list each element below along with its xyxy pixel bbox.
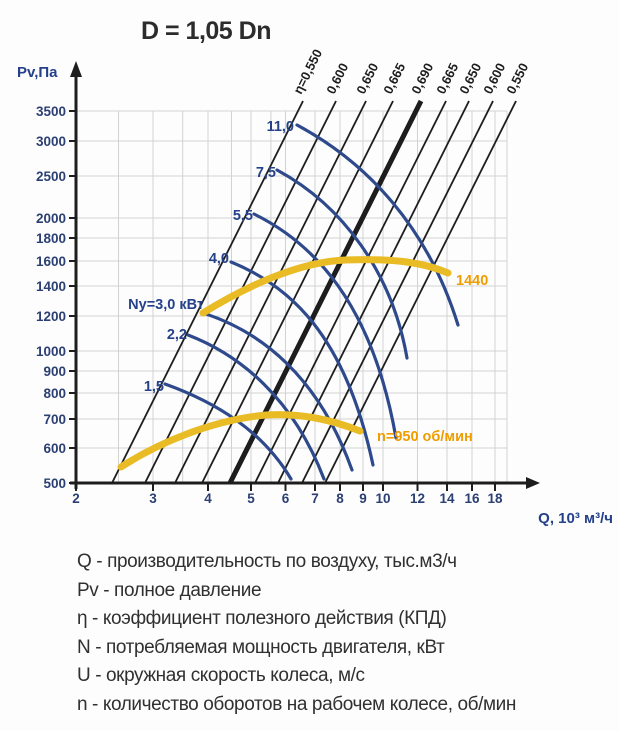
y-tick-label: 600 [43,441,66,456]
power-label-2-2: 2,2 [166,327,187,343]
y-tick-label: 1400 [35,279,66,294]
y-tick-label: 1800 [35,231,66,246]
eta-label: 0,650 [353,60,382,97]
y-tick-label: 500 [43,476,66,491]
x-tick-labels [72,491,503,506]
speed-label-950: n=950 об/мин [377,429,473,445]
y-tick-label: 800 [43,386,66,401]
legend-item-u: U - окружная скорость колеса, м/с [77,665,365,686]
y-tick-labels [36,104,66,491]
legend-block [77,548,597,719]
power-label-7-5: 7,5 [255,165,276,181]
speed-label-1440: 1440 [456,273,489,289]
y-axis-title: Pv,Па [17,64,58,81]
power-curve-11-0kw [297,125,458,325]
x-axis-arrow-icon [526,477,540,489]
legend-item-n-rpm: n - количество оборотов на рабочем колесе, об/мин [77,693,516,715]
y-axis-arrow-icon [70,61,82,77]
power-label-3-0: Ny=3,0 кВт [128,297,204,313]
x-tick-label: 3 [149,491,157,506]
y-tick-label: 1600 [35,254,66,269]
x-tick-label: 2 [72,491,80,506]
chart-title: D = 1,05 Dn [141,17,271,45]
eta-label: 0,600 [323,60,352,97]
power-label-11-0: 11,0 [266,119,294,135]
y-tick-label: 3500 [35,104,66,119]
x-tick-label: 18 [487,491,503,506]
y-tick-label: 900 [43,364,66,379]
efficiency-lines [112,101,516,483]
y-tick-label: 700 [43,412,66,427]
x-tick-label: 12 [409,491,426,506]
power-label-1-5: 1,5 [143,379,164,395]
y-tick-label: 1000 [35,344,66,359]
efficiency-labels [290,47,531,97]
x-tick-label: 6 [281,491,290,506]
legend-item-eta: η - коэффициент полезного действия (КПД) [77,608,447,629]
y-tick-label: 2500 [35,169,66,184]
y-tick-label: 1200 [35,309,66,324]
eta-line-0600-right [302,101,493,483]
x-tick-label: 14 [439,491,455,506]
eta-label: 0,600 [480,60,509,97]
legend-item-pv: Pv - полное давление [77,579,262,601]
x-tick-label: 7 [311,491,319,506]
x-tick-label: 16 [464,491,480,506]
eta-label: 0,665 [380,60,409,97]
eta-label: 0,650 [456,60,485,97]
x-tick-label: 9 [359,491,367,506]
power-curve-5-5kw [254,214,396,438]
y-tick-label: 3000 [35,134,66,149]
x-tick-label: 8 [336,491,344,506]
legend-item-q: Q - производительность по воздуху, тыс.м3/ч [77,551,457,572]
legend-item-n-power: N - потребляемая мощность двигателя, кВт [77,636,445,658]
x-tick-label: 10 [375,491,391,506]
power-label-4-0: 4,0 [208,251,229,267]
power-curve-3-0kw [206,314,352,470]
eta-label: 0,550 [503,60,532,97]
x-axis-title: Q, 10³ м³/ч [538,510,613,527]
power-label-5-5: 5,5 [232,208,253,224]
y-tick-label: 2000 [35,211,66,226]
eta-label: 0,690 [408,60,437,97]
eta-label: η=0,550 [290,46,326,97]
x-tick-label: 5 [247,491,255,506]
x-tick-label: 4 [204,491,212,506]
eta-label: 0,665 [433,60,462,97]
